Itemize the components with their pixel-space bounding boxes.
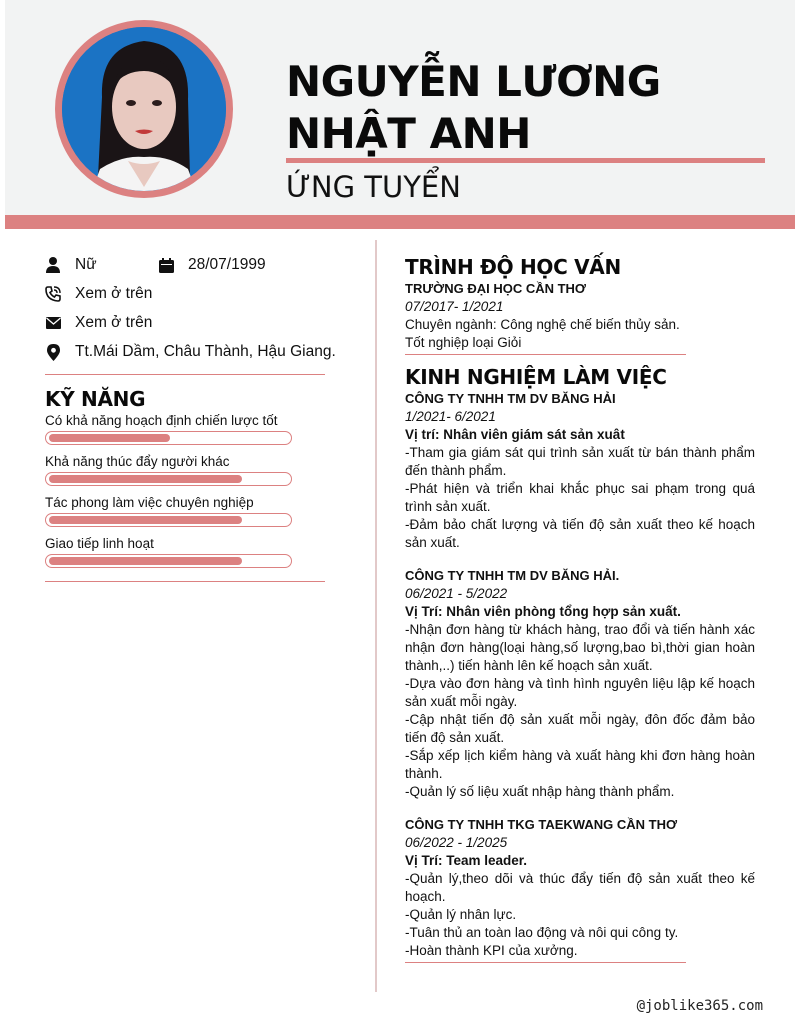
job-role: Vị Trí: Nhân viên phòng tổng hợp sản xuất. (405, 604, 681, 619)
watermark: @joblike365.com (636, 998, 763, 1014)
column-divider (375, 240, 377, 992)
job-duty: -Hoàn thành KPI của xưởng. (405, 943, 578, 958)
job-date: 1/2021- 6/2021 (405, 409, 496, 424)
job-duty: -Quản lý số liệu xuất nhập hàng thành phẩm. (405, 784, 675, 799)
job-company: CÔNG TY TNHH TM DV BĂNG HẢI (405, 391, 616, 406)
job-duty: -Tuân thủ an toàn lao động và nôi qui công ty. (405, 925, 679, 940)
gender-value: Nữ (75, 256, 97, 273)
education-school: TRƯỜNG ĐẠI HỌC CẦN THƠ (405, 281, 587, 296)
header-accent-bar (5, 215, 795, 229)
email-value: Xem ở trên (75, 314, 153, 331)
gender-row (45, 256, 97, 274)
education-block (405, 280, 755, 352)
phone-icon (45, 285, 61, 303)
position-title: ỨNG TUYỂN (286, 170, 461, 204)
birthday-row (158, 256, 266, 274)
skill-level-bar (45, 431, 292, 445)
job-role: Vị Trí: Team leader. (405, 853, 528, 868)
contact-separator (45, 374, 325, 375)
address-row (45, 343, 336, 361)
skill-level-bar (45, 513, 292, 527)
education-separator (405, 354, 686, 355)
candidate-name: NGUYỄN LƯƠNG NHẬT ANH (286, 57, 661, 158)
job-3 (405, 816, 755, 960)
education-title: TRÌNH ĐỘ HỌC VẤN (405, 255, 621, 279)
job-duty: -Nhận đơn hàng từ khách hàng, trao đổi và tiến hành xác nhận đơn hàng(loại hàng,số lượng,bao bì,thời gian hoàn thành,..) tiến hành lên kế hoạch sản xuất. (405, 622, 755, 673)
job-duty: -Dựa vào đơn hàng và tình hình nguyên liệu lập kế hoạch sản xuất mỗi ngày. (405, 676, 755, 709)
job-1 (405, 390, 755, 552)
name-underline (286, 158, 765, 163)
job-duty: -Quản lý nhân lực. (405, 907, 517, 922)
job-role: Vị trí: Nhân viên giám sát sản xuât (405, 427, 625, 442)
skills-title: KỸ NĂNG (45, 387, 146, 411)
email-row (45, 314, 152, 332)
skill-level-bar (45, 472, 292, 486)
skill-level-bar (45, 554, 292, 568)
job-duty: -Quản lý,theo dõi và thúc đẩy tiến độ sản xuất theo kế hoạch. (405, 871, 755, 904)
education-date: 07/2017- 1/2021 (405, 299, 504, 314)
experience-title: KINH NGHIỆM LÀM VIỆC (405, 365, 667, 389)
experience-separator (405, 962, 686, 963)
skill-level-fill (49, 516, 242, 524)
skill-label: Có khả năng hoạch định chiến lược tốt (45, 413, 278, 428)
education-major: Chuyên ngành: Công nghệ chế biến thủy sản. (405, 317, 680, 332)
user-icon (45, 256, 61, 274)
job-duty: -Đảm bảo chất lượng và tiến độ sản xuất theo kế hoạch sản xuất. (405, 517, 755, 550)
calendar-icon (158, 256, 174, 274)
skill-label: Khả năng thúc đẩy người khác (45, 454, 230, 469)
job-duty: -Phát hiện và triển khai khắc phục sai phạm trong quá trình sản xuất. (405, 481, 755, 514)
education-grade: Tốt nghiệp loại Giỏi (405, 335, 522, 350)
phone-value: Xem ở trên (75, 285, 153, 302)
job-date: 06/2021 - 5/2022 (405, 586, 508, 601)
location-pin-icon (45, 343, 61, 361)
skill-label: Giao tiếp linh hoạt (45, 536, 154, 551)
avatar (55, 20, 233, 198)
skill-level-fill (49, 434, 170, 442)
job-duty: -Cập nhật tiến độ sản xuất mỗi ngày, đôn đốc đảm bảo tiến độ sản xuất. (405, 712, 755, 745)
job-duty: -Tham gia giám sát qui trình sản xuất từ bán thành phẩm đến thành phẩm. (405, 445, 755, 478)
skills-separator (45, 581, 325, 582)
address-value: Tt.Mái Dầm, Châu Thành, Hậu Giang. (75, 343, 336, 360)
job-2 (405, 567, 755, 801)
job-duty: -Sắp xếp lịch kiểm hàng và xuất hàng khi đơn hàng hoàn thành. (405, 748, 755, 781)
skill-label: Tác phong làm việc chuyên nghiệp (45, 495, 254, 510)
mail-icon (45, 314, 61, 332)
phone-row (45, 285, 152, 303)
skill-level-fill (49, 557, 242, 565)
job-company: CÔNG TY TNHH TM DV BĂNG HẢI. (405, 568, 620, 583)
job-date: 06/2022 - 1/2025 (405, 835, 508, 850)
skill-level-fill (49, 475, 242, 483)
job-company: CÔNG TY TNHH TKG TAEKWANG CẦN THƠ (405, 817, 678, 832)
birthday-value: 28/07/1999 (188, 256, 266, 273)
avatar-photo (62, 27, 226, 191)
